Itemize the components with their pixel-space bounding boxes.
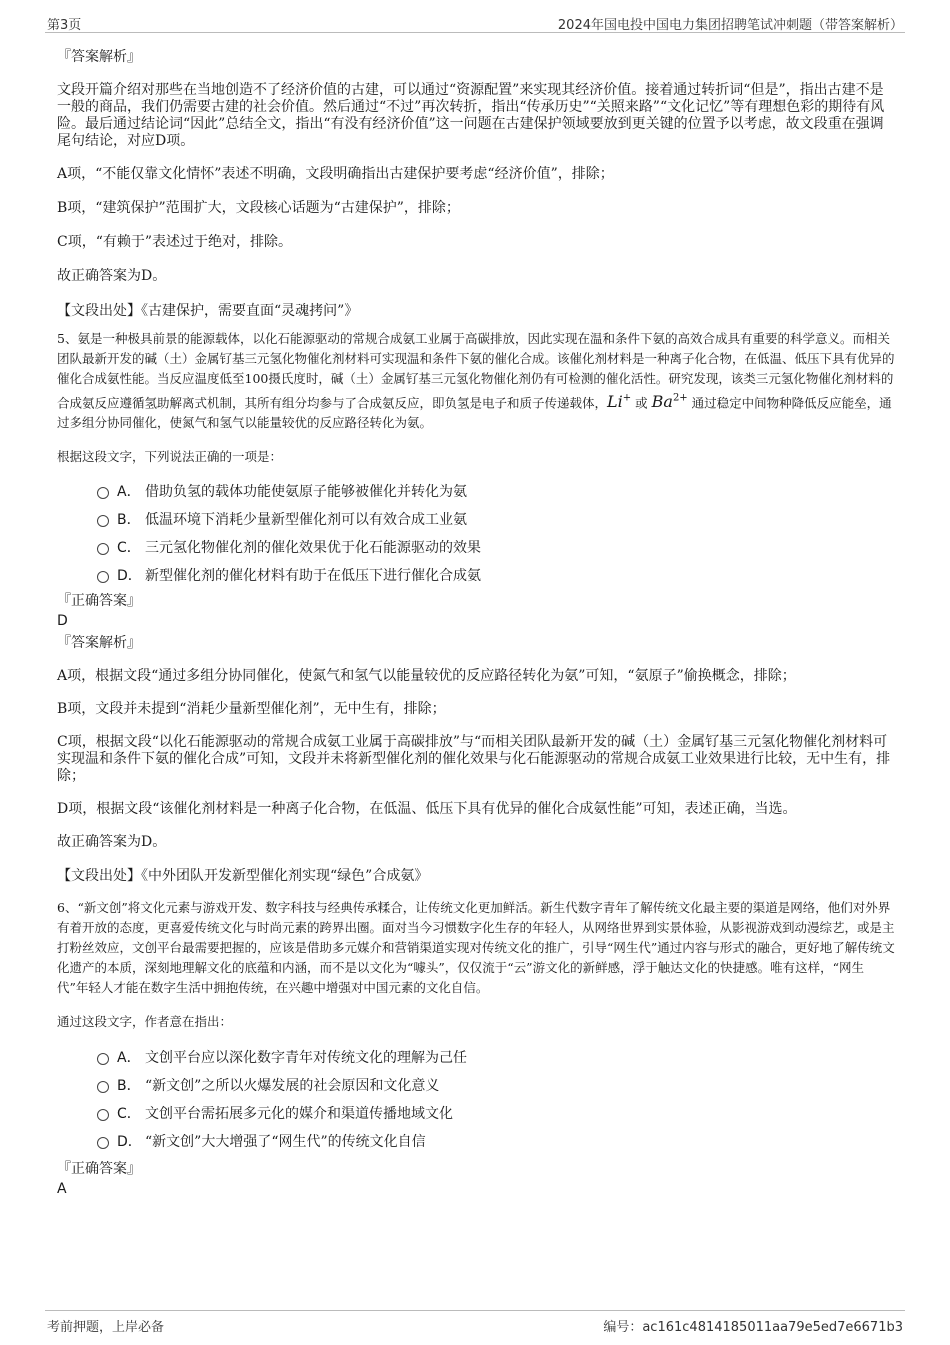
q5-answer: D bbox=[57, 613, 68, 630]
q5-passage bbox=[57, 329, 895, 433]
q5-option-a[interactable]: A． 借助负氢的载体功能使氨原子能够被催化并转化为氨 bbox=[57, 482, 895, 510]
radio-button-icon[interactable] bbox=[97, 515, 109, 527]
q5-option-b[interactable]: B． 低温环境下消耗少量新型催化剂可以有效合成工业氨 bbox=[57, 510, 895, 538]
page-content bbox=[57, 44, 895, 1198]
document-code: 编号：ac161c4814185011aa79e5ed7e6671b3 bbox=[603, 1320, 903, 1335]
barium-ion-formula: $Ba^{2+}$ bbox=[651, 392, 688, 412]
q5-answer-label: 『正确答案』 bbox=[57, 593, 141, 610]
radio-button-icon[interactable] bbox=[97, 1053, 109, 1065]
or-word: 或 bbox=[635, 395, 648, 411]
q5-option-d[interactable]: D． 新型催化剂的催化材料有助于在低压下进行催化合成氨 bbox=[57, 566, 895, 594]
q4-analysis-label: 『答案解析』 bbox=[57, 49, 141, 65]
q6-option-c[interactable]: C． 文创平台需拓展多元化的媒介和渠道传播地域文化 bbox=[57, 1104, 895, 1132]
q5-prompt: 根据这段文字，下列说法正确的一项是： bbox=[57, 449, 283, 465]
radio-button-icon[interactable] bbox=[97, 1109, 109, 1121]
radio-button-icon[interactable] bbox=[97, 487, 109, 499]
q4-option-a-analysis: A项，“不能仅靠文化情怀”表述不明确，文段明确指出古建保护要考虑“经济价值”，排除； bbox=[57, 166, 614, 182]
document-title: 2024年国电投中国电力集团招聘笔试冲刺题（带答案解析） bbox=[557, 18, 903, 33]
q4-option-c-analysis: C项，“有赖于”表述过于绝对，排除。 bbox=[57, 234, 293, 250]
radio-button-icon[interactable] bbox=[97, 543, 109, 555]
q5-options bbox=[57, 482, 895, 594]
page-number: 第3页 bbox=[47, 18, 82, 33]
radio-button-icon[interactable] bbox=[97, 1081, 109, 1093]
q5-option-b-analysis: B项，文段并未提到“消耗少量新型催化剂”，无中生有，排除； bbox=[57, 701, 446, 718]
q5-option-c[interactable]: C． 三元氢化物催化剂的催化效果优于化石能源驱动的效果 bbox=[57, 538, 895, 566]
radio-button-icon[interactable] bbox=[97, 1137, 109, 1149]
q5-option-d-analysis: D项，根据文段“该催化剂材料是一种离子化合物，在低温、低压下具有优异的催化合成氨性能”可知，表述正确，当选。 bbox=[57, 801, 797, 818]
q5-passage-part2: 通过稳定中间物种降低反应能垒，通过多组分协同催化，使氮气和氢气以能量较优的反应路径转化为氨。 bbox=[57, 395, 892, 431]
page-footer bbox=[45, 1310, 905, 1335]
q4-analysis-text: 文段开篇介绍对那些在当地创造不了经济价值的古建，可以通过“资源配置”来实现其经济价值。接着通过转折词“但是”，指出古建不是一般的商品，我们仍需要古建的社会价值。然后通过“不过”再次转折，指出“传承历史”“关照来路”“文化记忆”等有理想色彩的期待有风险。最后通过结论词“因此”总结全文，指出“有没有经济价值”这一问题在古建保护领域要放到更关键的位置予以考虑，故文段重在强调尾句结论，对应D项。 bbox=[57, 82, 885, 149]
q5-option-a-analysis: A项，根据文段“通过多组分协同催化，使氮气和氢气以能量较优的反应路径转化为氨”可知，“氨原子”偷换概念，排除； bbox=[57, 668, 796, 685]
q5-analysis-label: 『答案解析』 bbox=[57, 635, 141, 652]
q4-source: 【文段出处】《古建保护，需要直面“灵魂拷问”》 bbox=[57, 303, 359, 319]
q6-prompt: 通过这段文字，作者意在指出： bbox=[57, 1014, 233, 1030]
q5-passage-part1: 5、氨是一种极具前景的能源载体，以化石能源驱动的常规合成氨工业属于高碳排放，因此实现在温和条件下氨的高效合成具有重要的科学意义。而相关团队最新开发的碱（土）金属钌基三元氢化物催化剂材料可实现温和条件下氨的催化合成。该催化剂材料是一种离子化合物，在低温、低压下具有优异的催化合成氨性能。当反应温度低至100摄氏度时，碱（土）金属钌基三元氢化物催化剂仍有可检测的催化活性。研究发现，该类三元氢化物催化剂材料的合成氨反应遵循氢助解离式机制，其所有组分均参与了合成氨反应，即负氢是电子和质子传递载体， bbox=[57, 331, 895, 411]
q5-source: 【文段出处】《中外团队开发新型催化剂实现“绿色”合成氨》 bbox=[57, 868, 429, 885]
q4-conclusion: 故正确答案为D。 bbox=[57, 268, 167, 284]
q5-option-c-analysis: C项，根据文段“以化石能源驱动的常规合成氨工业属于高碳排放”与“而相关团队最新开发的碱（土）金属钌基三元氢化物催化剂材料可实现温和条件下氨的催化合成”可知，文段并未将新型催化剂的催化效果与化石能源驱动的常规合成氨工业效果进行比较，无中生有，排除； bbox=[57, 734, 891, 785]
q6-answer: A bbox=[57, 1181, 67, 1198]
q5-conclusion: 故正确答案为D。 bbox=[57, 834, 167, 851]
q6-options bbox=[57, 1048, 895, 1160]
lithium-ion-formula: Li+ bbox=[607, 392, 632, 412]
q6-passage: 6、“新文创”将文化元素与游戏开发、数字科技与经典传承糅合，让传统文化更加鲜活。新生代数字青年了解传统文化最主要的渠道是网络，他们对外界有着开放的态度，更喜爱传统文化与时尚元素的跨界出圈。面对当今习惯数字化生存的年轻人，从网络世界到实景体验，从影视游戏到动漫综艺，或是主打粉丝效应，文创平台最需要把握的，应该是借助多元媒介和营销渠道实现对传统文化的推广，引导“网生代”通过内容与形式的融合，更好地了解传统文化遗产的本质，深刻地理解文化的底蕴和内涵，而不是以文化为“噱头”，仅仅流于“云”游文化的新鲜感，浮于触达文化的快捷感。唯有这样，“网生代”年轻人才能在数字生活中拥抱传统，在兴趣中增强对中国元素的文化自信。 bbox=[57, 900, 895, 996]
radio-button-icon[interactable] bbox=[97, 571, 109, 583]
q6-option-b[interactable]: B． “新文创”之所以火爆发展的社会原因和文化意义 bbox=[57, 1076, 895, 1104]
page-header bbox=[45, 12, 905, 33]
q6-option-d[interactable]: D． “新文创”大大增强了“网生代”的传统文化自信 bbox=[57, 1132, 895, 1160]
q6-option-a[interactable]: A． 文创平台应以深化数字青年对传统文化的理解为己任 bbox=[57, 1048, 895, 1076]
q4-option-b-analysis: B项，“建筑保护”范围扩大，文段核心话题为“古建保护”，排除； bbox=[57, 200, 460, 216]
footer-slogan: 考前押题，上岸必备 bbox=[47, 1320, 165, 1335]
q6-answer-label: 『正确答案』 bbox=[57, 1161, 141, 1178]
